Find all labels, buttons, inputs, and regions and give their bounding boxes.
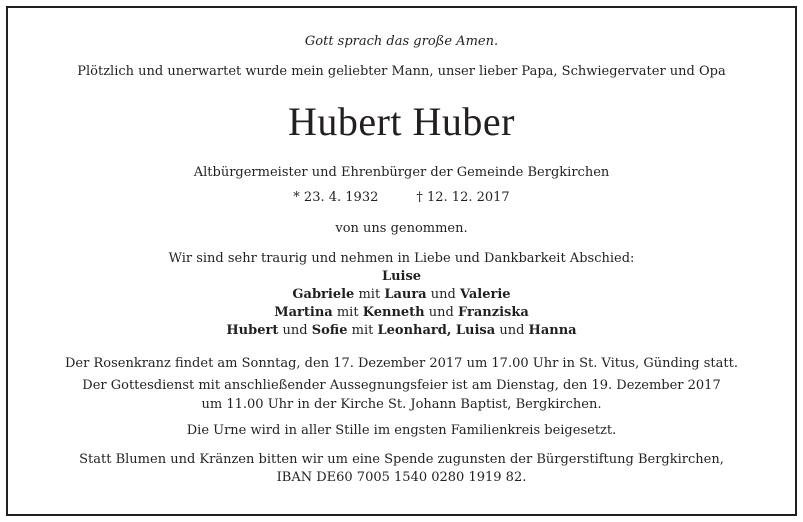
family-member: Franziska bbox=[457, 305, 529, 320]
deceased-name: Hubert Huber bbox=[287, 99, 516, 144]
family-member: Hanna bbox=[528, 323, 577, 338]
family-line-3 bbox=[0, 304, 803, 322]
family-member: Sofie bbox=[311, 323, 348, 338]
family-member: Luise bbox=[381, 269, 422, 284]
rosary-info: Der Rosenkranz findet am Sonntag, den 17. Dezember 2017 um 17.00 Uhr in St. Vitus, Günding statt. bbox=[65, 356, 738, 371]
birth-date: * 23. 4. 1932 bbox=[293, 190, 379, 205]
connector: und bbox=[428, 305, 454, 320]
family-line-4 bbox=[0, 322, 803, 340]
mourning-text: Wir sind sehr traurig und nehmen in Liebe und Dankbarkeit Abschied: bbox=[168, 251, 635, 266]
connector: mit bbox=[358, 287, 381, 302]
intro-text: Plötzlich und unerwartet wurde mein geliebter Mann, unser lieber Papa, Schwiegervater und Opa bbox=[77, 64, 726, 79]
donation-info-line-1: Statt Blumen und Kränzen bitten wir um eine Spende zugunsten der Bürgerstiftung Bergkirchen, bbox=[79, 452, 724, 467]
family-member: Laura bbox=[384, 287, 427, 302]
connector: und bbox=[430, 287, 456, 302]
connector: mit bbox=[336, 305, 359, 320]
family-line-2 bbox=[0, 286, 803, 304]
family-member: Hubert bbox=[226, 323, 279, 338]
connector: mit bbox=[351, 323, 374, 338]
donation-iban: IBAN DE60 7005 1540 0280 1919 82. bbox=[276, 470, 527, 485]
death-date: † 12. 12. 2017 bbox=[416, 190, 510, 205]
family-member: Gabriele bbox=[292, 287, 355, 302]
family-member: Martina bbox=[274, 305, 333, 320]
family-member: Valerie bbox=[459, 287, 511, 302]
service-info-line-1: Der Gottesdienst mit anschließender Aussegnungsfeier ist am Dienstag, den 19. Dezember 2017 bbox=[82, 378, 721, 393]
service-info-line-2: um 11.00 Uhr in der Kirche St. Johann Baptist, Bergkirchen. bbox=[201, 397, 602, 412]
family-member: Leonhard, Luisa bbox=[377, 323, 496, 338]
deceased-role: Altbürgermeister und Ehrenbürger der Gemeinde Bergkirchen bbox=[193, 165, 610, 180]
life-dates bbox=[0, 189, 803, 207]
connector: und bbox=[499, 323, 525, 338]
family-line-1 bbox=[0, 268, 803, 286]
connector: und bbox=[282, 323, 308, 338]
taken-text: von uns genommen. bbox=[335, 221, 468, 236]
urn-info: Die Urne wird in aller Stille im engsten Familienkreis beigesetzt. bbox=[186, 423, 617, 438]
motto: Gott sprach das große Amen. bbox=[304, 34, 499, 49]
family-member: Kenneth bbox=[362, 305, 425, 320]
